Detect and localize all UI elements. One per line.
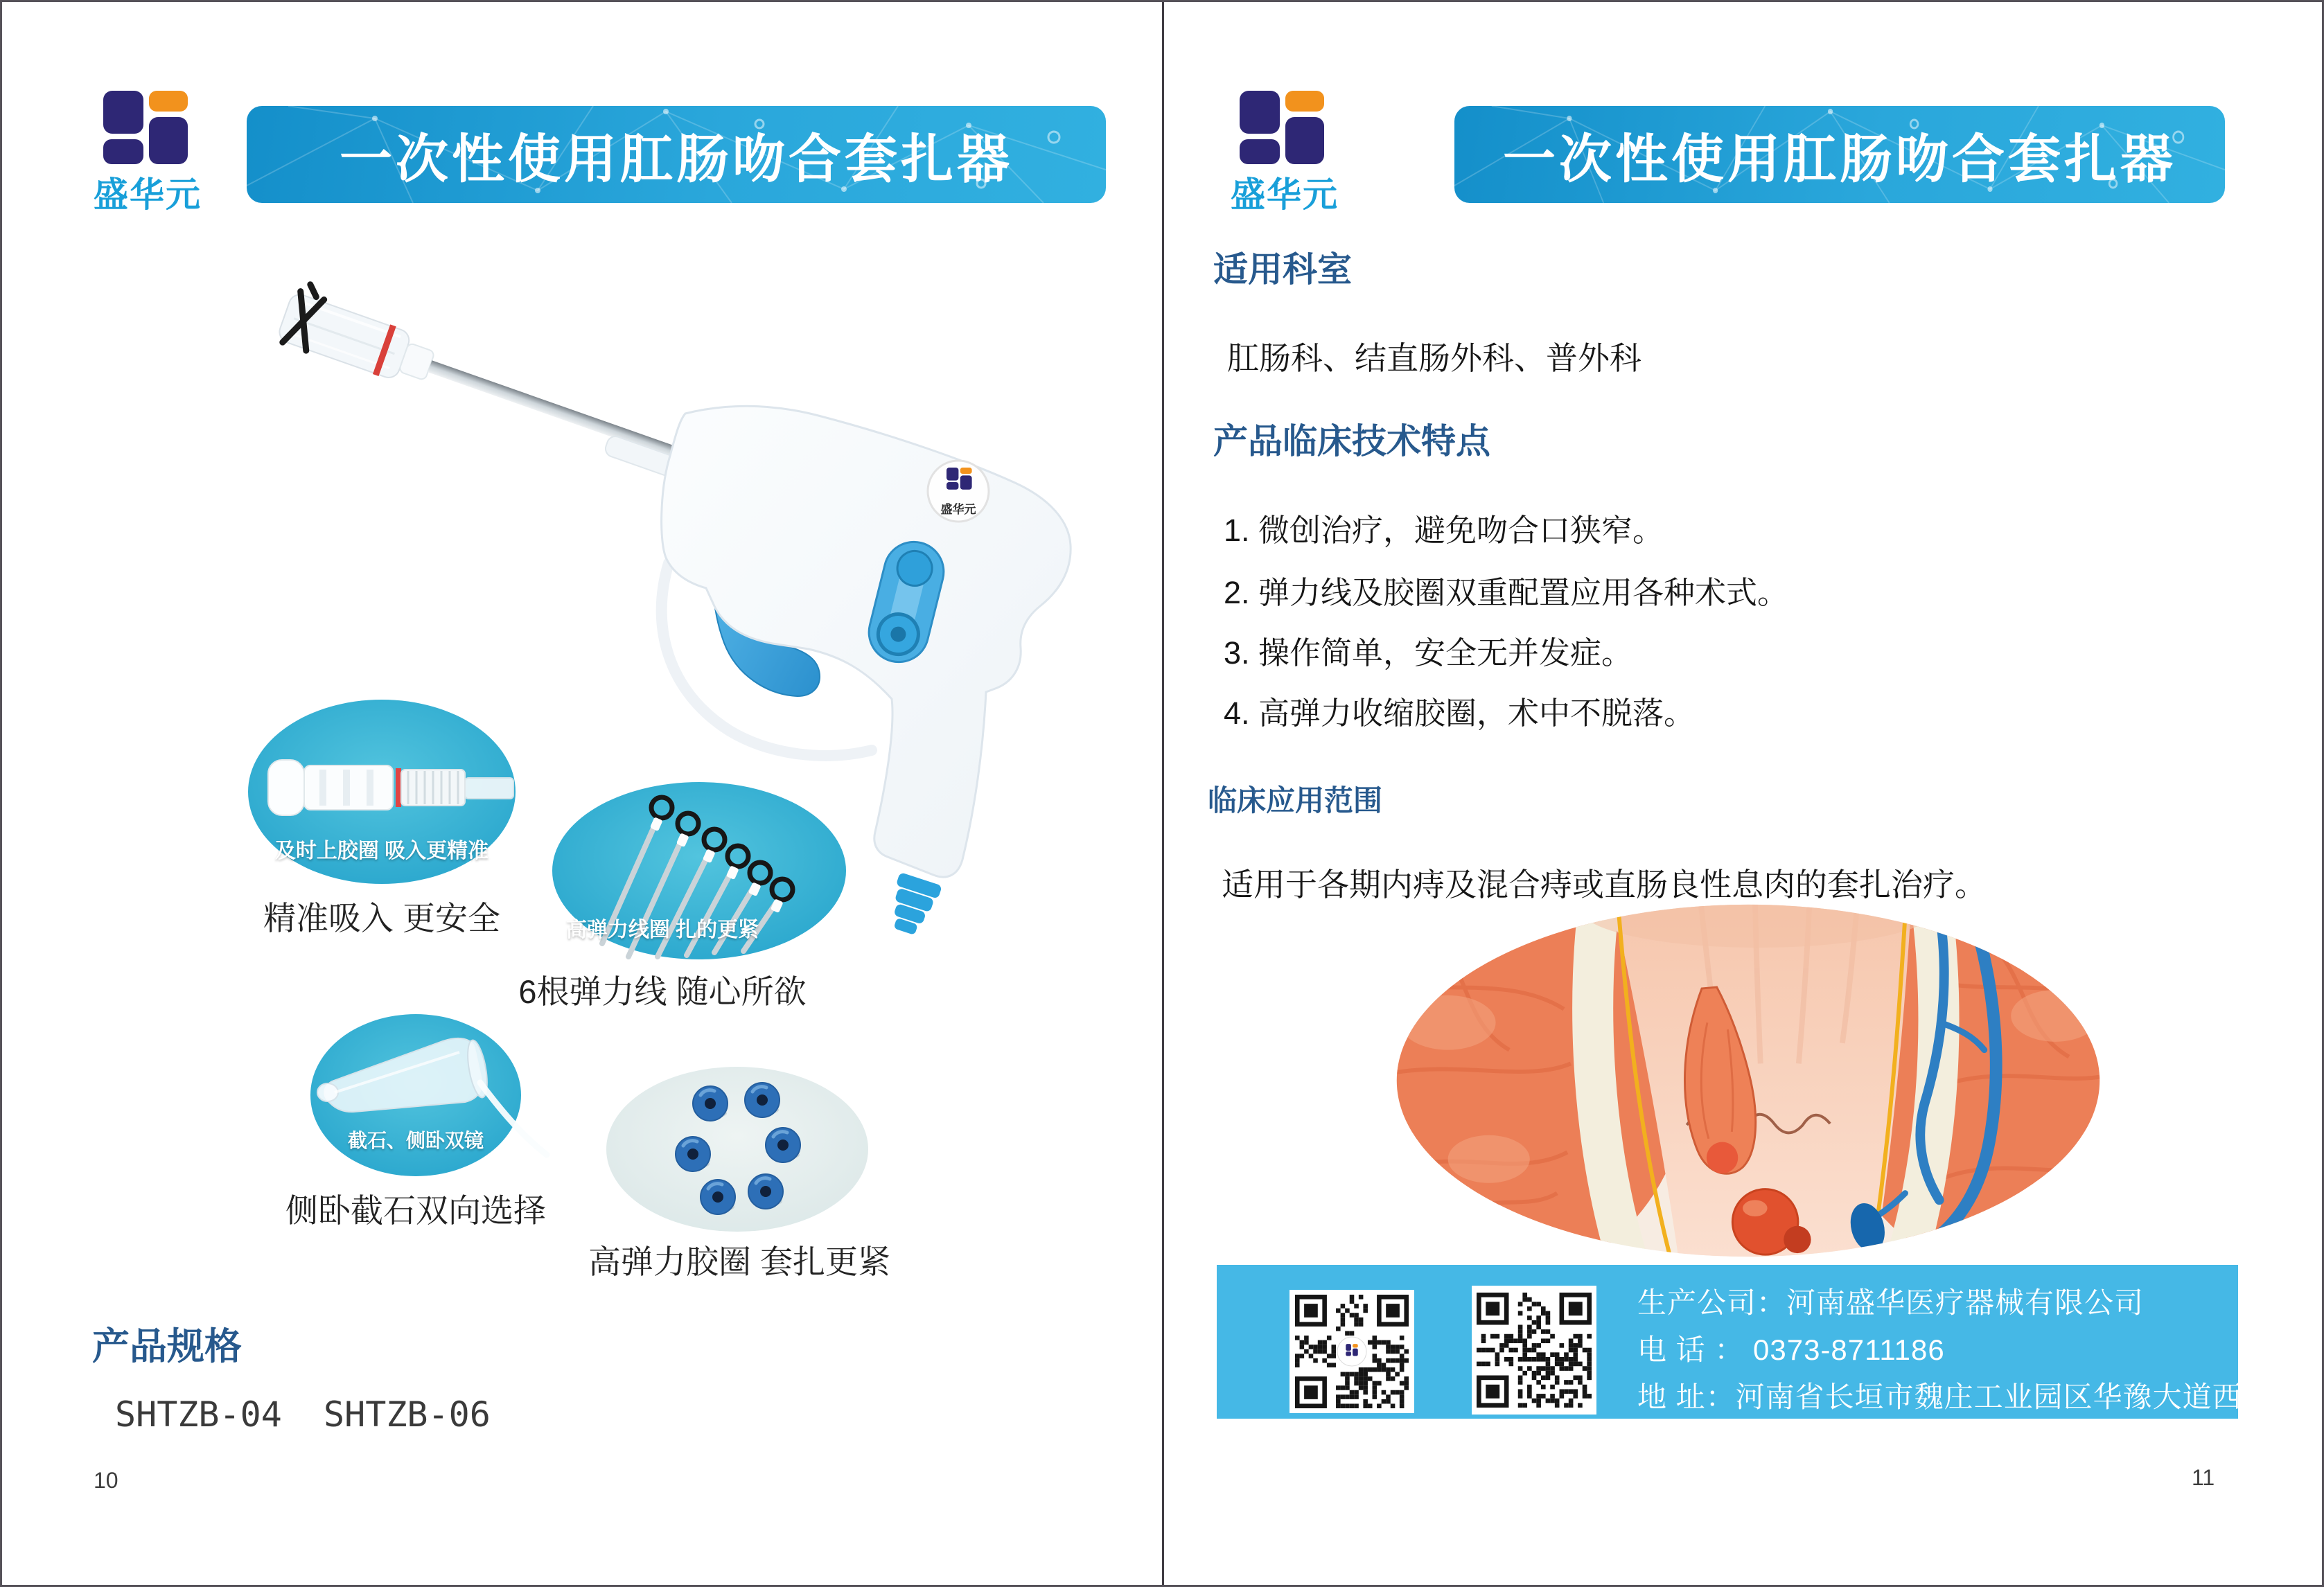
callout-caption: 6根弹力线 随心所欲 xyxy=(518,973,807,1010)
callout-caption: 精准吸入 更安全 xyxy=(263,900,501,937)
device-badge xyxy=(928,461,989,522)
handle-connector xyxy=(883,872,942,939)
features-heading: 产品临床技术特点 xyxy=(1213,422,1490,461)
callout-caption: 侧卧截石双向选择 xyxy=(285,1192,546,1229)
contact-phone: 电 话 ： 0373-8711186 xyxy=(1637,1333,1945,1366)
callout-caption: 高弹力胶圈 套扎更紧 xyxy=(588,1243,891,1280)
brand-logo-icon xyxy=(1240,91,1330,164)
feature-item: 2. 弹力线及胶圈双重配置应用各种术式。 xyxy=(1224,575,1789,610)
department-heading: 适用科室 xyxy=(1213,250,1352,289)
feature-item: 3. 操作简单，安全无并发症。 xyxy=(1224,635,1633,671)
contact-address: 地 址：河南省长垣市魏庄工业园区华豫大道西侧 xyxy=(1637,1381,2272,1413)
spec-models: SHTZB-04 SHTZB-06 xyxy=(115,1394,491,1435)
feature-item: 1. 微创治疗，避免吻合口狭窄。 xyxy=(1224,513,1664,548)
contact-company: 生产公司：河南盛华医疗器械有限公司 xyxy=(1637,1286,2145,1319)
page-title: 一次性使用肛肠吻合套扎器 xyxy=(1503,130,2176,189)
scope-body: 适用于各期内痔及混合痔或直肠良性息肉的套扎治疗。 xyxy=(1222,867,1987,903)
contact-box xyxy=(1217,1265,2272,1419)
svg-text:盛华元: 盛华元 xyxy=(940,503,976,516)
page-number-left: 10 xyxy=(94,1468,118,1493)
anatomy-illustration xyxy=(1382,900,2114,1261)
page-title: 一次性使用肛肠吻合套扎器 xyxy=(340,130,1013,189)
feature-item: 4. 高弹力收缩胶圈，术中不脱落。 xyxy=(1224,695,1696,731)
brand-name: 盛华元 xyxy=(94,175,202,214)
callout-photo-rings xyxy=(606,1067,868,1232)
qr-code-website xyxy=(1472,1286,1596,1415)
callout-photo-label: 高弹力线圈 扎的更紧 xyxy=(565,919,759,941)
brand-name: 盛华元 xyxy=(1231,175,1339,214)
department-body: 肛肠科、结直肠外科、普外科 xyxy=(1227,340,1641,376)
qr-code-wechat xyxy=(1289,1290,1414,1413)
page-number-right: 11 xyxy=(2192,1465,2215,1490)
scope-heading: 临床应用范围 xyxy=(1208,784,1383,817)
callout-photo-label: 及时上胶圈 吸入更精准 xyxy=(274,840,489,862)
page-title-banner-right xyxy=(1454,106,2225,203)
callout-photo-label: 截石、侧卧双镜 xyxy=(347,1130,484,1151)
spec-heading: 产品规格 xyxy=(92,1326,242,1367)
